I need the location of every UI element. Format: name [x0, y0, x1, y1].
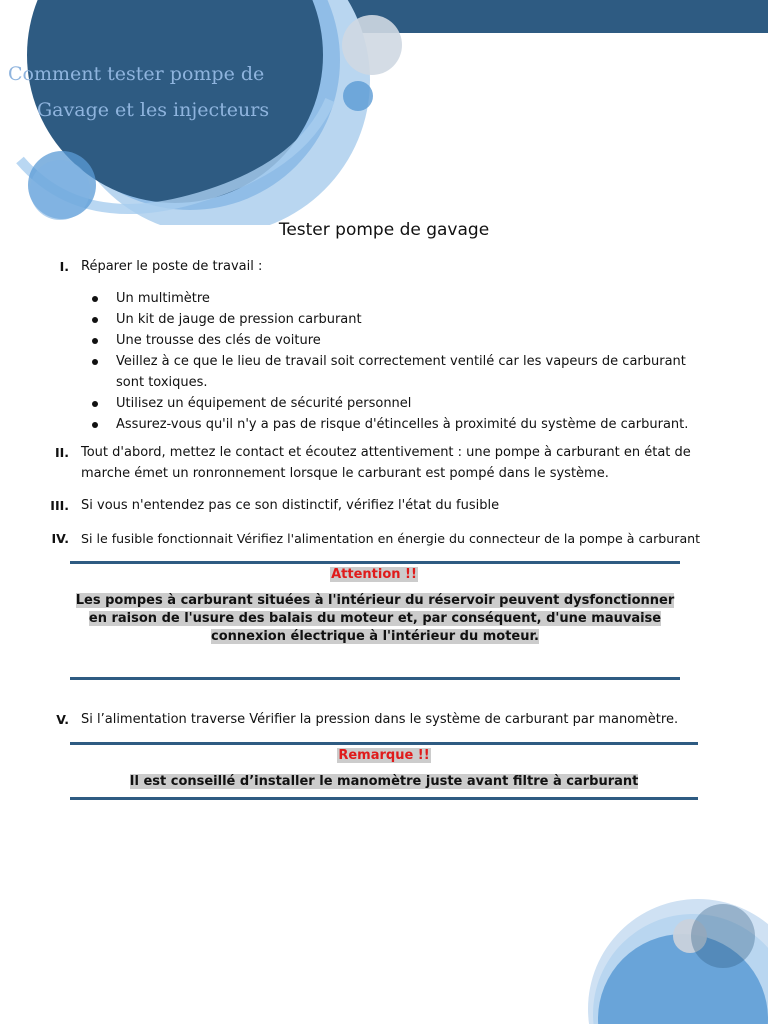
- bullet-icon: [92, 338, 98, 344]
- bullet-icon: [92, 359, 98, 365]
- step-text: Si le fusible fonctionnait Vérifiez l'alimentation en énergie du connecteur de la pompe à carburant: [81, 531, 701, 546]
- remarque-text: Il est conseillé d’installer le manomètre juste avant filtre à carburant: [129, 774, 639, 789]
- list-item: Une trousse des clés de voiture: [0, 330, 706, 351]
- attention-bottom-rule: [70, 677, 680, 680]
- list-item: Utilisez un équipement de sécurité personnel: [0, 393, 706, 414]
- bullet-icon: [92, 401, 98, 407]
- remarque-label: Remarque !!: [338, 748, 430, 763]
- document-title: [0, 56, 300, 128]
- section-heading: Tester pompe de gavage: [278, 220, 490, 240]
- list-item: Assurez-vous qu'il n'y a pas de risque d'étincelles à proximité du système de carburant.: [0, 414, 706, 435]
- step-number: II.: [54, 445, 69, 460]
- list-item: Un kit de jauge de pression carburant: [0, 309, 706, 330]
- remarque-bottom-rule: [70, 797, 698, 800]
- bullet-icon: [92, 317, 98, 323]
- step-number: III.: [50, 498, 69, 513]
- list-item: Un multimètre: [0, 288, 706, 309]
- step-text: Réparer le poste de travail :: [81, 259, 263, 274]
- list-item: Veillez à ce que le lieu de travail soit correctement ventilé car les vapeurs de carburant sont toxiques.: [0, 351, 706, 393]
- document-title-line-2: Gavage et les injecteurs: [37, 99, 270, 121]
- footer-decoration: [538, 864, 768, 1024]
- step-text: Si l’alimentation traverse Vérifier la pression dans le système de carburant par manomètre.: [81, 712, 679, 727]
- step-number: IV.: [51, 531, 69, 546]
- attention-text: Les pompes à carburant situées à l'intérieur du réservoir peuvent dysfonctionner en raison de l'usure des balais du moteur et, par conséquent, d'une mauvaise connexion électrique à l'intérieur du moteur.: [75, 593, 675, 644]
- step-text: Tout d'abord, mettez le contact et écoutez attentivement : une pompe à carburant en état de marche émet un ronronnement lorsque le carburant est pompé dans le système.: [81, 445, 691, 481]
- bullet-icon: [92, 422, 98, 428]
- attention-label: Attention !!: [331, 567, 417, 582]
- step-number: V.: [56, 712, 69, 727]
- bullet-icon: [92, 296, 98, 302]
- remarque-top-rule: [70, 742, 698, 745]
- document-title-line-1: Comment tester pompe de: [8, 63, 265, 85]
- step-text: Si vous n'entendez pas ce son distinctif, vérifiez l'état du fusible: [81, 498, 500, 513]
- attention-top-rule: [70, 561, 680, 564]
- equipment-list: [0, 288, 720, 435]
- step-number: I.: [59, 259, 69, 274]
